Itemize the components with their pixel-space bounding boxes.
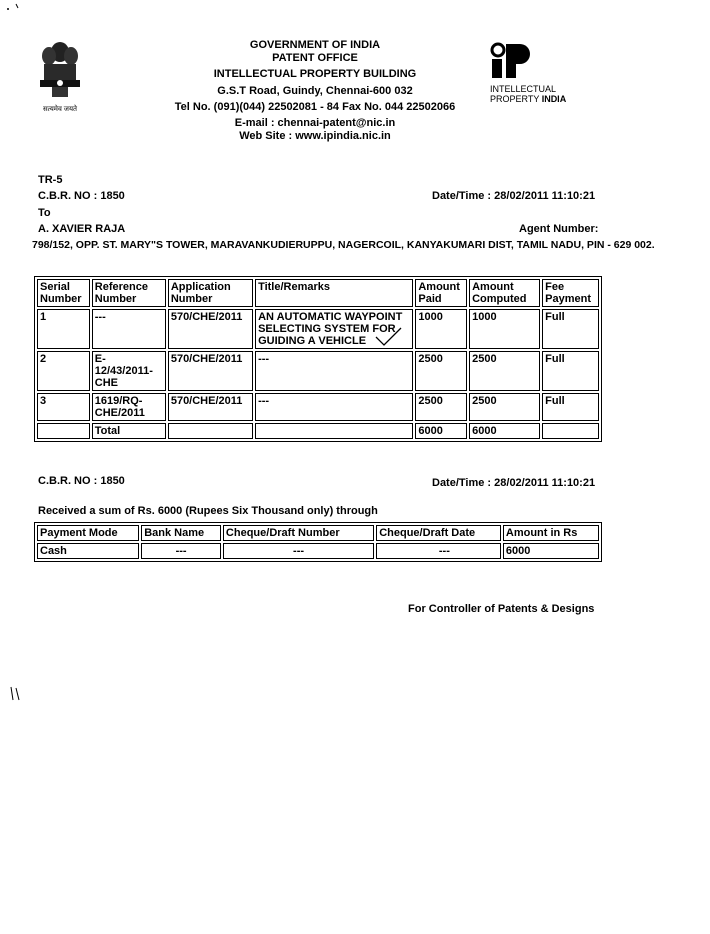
cell-amount-paid: 2500 — [415, 393, 467, 421]
payment-table — [34, 522, 602, 562]
cell-bank-name: --- — [141, 543, 221, 559]
lion-capital-icon — [30, 38, 90, 100]
cell-payment-mode: Cash — [37, 543, 139, 559]
header-line-7: Web Site : www.ipindia.nic.in — [239, 130, 391, 142]
cell-serial: 3 — [37, 393, 90, 421]
cell-amount-computed: 2500 — [469, 351, 540, 391]
tr-label: TR-5 — [38, 174, 63, 186]
cell-empty — [168, 423, 253, 439]
cell-reference: --- — [92, 309, 166, 349]
total-paid: 6000 — [415, 423, 467, 439]
cbr-number: C.B.R. NO : 1850 — [38, 190, 125, 202]
scan-mark-icon — [6, 2, 20, 12]
header-line-6: E-mail : chennai-patent@nic.in — [234, 117, 396, 129]
fees-table-header — [37, 279, 599, 307]
pen-mark-icon — [8, 686, 22, 702]
col-payment-mode: Payment Mode — [37, 525, 139, 541]
receipt-cbr-number: C.B.R. NO : 1850 — [38, 475, 125, 487]
cell-cheque-number: --- — [223, 543, 374, 559]
table-row — [37, 351, 599, 391]
cell-amount-rs: 6000 — [503, 543, 599, 559]
cell-cheque-date: --- — [376, 543, 501, 559]
col-bank-name: Bank Name — [141, 525, 221, 541]
payment-table-header — [37, 525, 599, 541]
col-amount-paid: Amount Paid — [415, 279, 467, 307]
col-reference: Reference Number — [92, 279, 166, 307]
header-line-1: GOVERNMENT OF INDIA — [249, 39, 381, 51]
header-line-4: G.S.T Road, Guindy, Chennai-600 032 — [217, 85, 413, 97]
cell-reference: E-12/43/2011-CHE — [92, 351, 166, 391]
cell-amount-paid: 1000 — [415, 309, 467, 349]
header-line-5: Tel No. (091)(044) 22502081 - 84 Fax No. 044 22502066 — [174, 101, 456, 113]
to-label: To — [38, 207, 51, 219]
table-row — [37, 309, 599, 349]
header-line-3: INTELLECTUAL PROPERTY BUILDING — [213, 68, 417, 80]
cell-application: 570/CHE/2011 — [168, 309, 253, 349]
total-label: Total — [92, 423, 166, 439]
signature-line: For Controller of Patents & Designs — [408, 603, 595, 615]
cell-fee-payment: Full — [542, 393, 599, 421]
cell-fee-payment: Full — [542, 309, 599, 349]
cell-application: 570/CHE/2011 — [168, 393, 253, 421]
checkmark-icon — [374, 325, 404, 347]
cell-serial: 2 — [37, 351, 90, 391]
ip-logo-icon — [490, 42, 530, 78]
cell-fee-payment: Full — [542, 351, 599, 391]
agent-number: Agent Number: — [519, 223, 599, 235]
col-amount-rs: Amount in Rs — [503, 525, 599, 541]
cell-reference: 1619/RQ-CHE/2011 — [92, 393, 166, 421]
total-computed: 6000 — [469, 423, 540, 439]
table-row — [37, 543, 599, 559]
col-title: Title/Remarks — [255, 279, 413, 307]
cell-application: 570/CHE/2011 — [168, 351, 253, 391]
cell-title: --- — [255, 351, 413, 391]
logo-text-line1: INTELLECTUAL — [490, 84, 557, 94]
receipt-date-time: Date/Time : 28/02/2011 11:10:21 — [432, 477, 596, 489]
national-emblem — [30, 38, 90, 113]
cell-amount-computed: 2500 — [469, 393, 540, 421]
cell-title: AN AUTOMATIC WAYPOINT SELECTING SYSTEM FOR GUIDING A VEHICLE — [255, 309, 413, 349]
table-total-row — [37, 423, 599, 439]
cell-amount-paid: 2500 — [415, 351, 467, 391]
header-line-2: PATENT OFFICE — [272, 52, 358, 64]
table-row — [37, 393, 599, 421]
col-amount-computed: Amount Computed — [469, 279, 540, 307]
col-cheque-number: Cheque/Draft Number — [223, 525, 374, 541]
cell-empty — [255, 423, 413, 439]
cell-amount-computed: 1000 — [469, 309, 540, 349]
ip-india-logo — [490, 42, 600, 102]
emblem-caption: सत्यमेव जयते — [42, 106, 78, 113]
addressee-name: A. XAVIER RAJA — [38, 223, 126, 235]
cell-empty — [37, 423, 90, 439]
fees-table — [34, 276, 602, 442]
cell-serial: 1 — [37, 309, 90, 349]
cell-title: --- — [255, 393, 413, 421]
received-sum-text: Received a sum of Rs. 6000 (Rupees Six Thousand only) through — [38, 505, 378, 517]
cell-empty — [542, 423, 599, 439]
col-fee-payment: Fee Payment — [542, 279, 599, 307]
col-cheque-date: Cheque/Draft Date — [376, 525, 501, 541]
col-application: Application Number — [168, 279, 253, 307]
logo-text-line2: PROPERTY INDIA — [490, 94, 567, 104]
col-serial: Serial Number — [37, 279, 90, 307]
addressee-address: 798/152, OPP. ST. MARY"S TOWER, MARAVANKUDIERUPPU, NAGERCOIL, KANYAKUMARI DIST, TAMIL NADU, PIN - 629 002. — [32, 239, 655, 251]
date-time: Date/Time : 28/02/2011 11:10:21 — [432, 190, 596, 202]
